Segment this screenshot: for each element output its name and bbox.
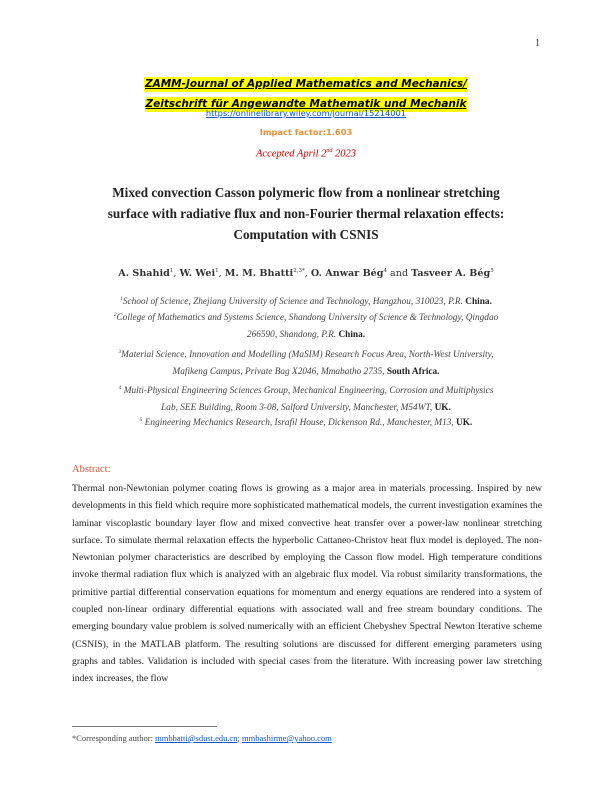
affiliation-5: $^5$ Engineering Mechanics Research, Israfil House, Dickenson Rd., Manchester, M13, UK. <box>139 417 473 429</box>
author: A. Shahid$^1$, <box>118 268 180 280</box>
affiliation-4: $^4$ Multi-Physical Engineering Sciences Group, Mechanical Engineering, Corrosion and Multiphysics Lab, SEE Building, Room 3-08, Salford University, Manchester, M54WT, UK. <box>118 385 494 413</box>
title-line-3: Computation with CSNIS <box>233 227 379 242</box>
paper-title <box>70 182 542 245</box>
affiliation-3: $^3$Material Science, Innovation and Modelling (MaSIM) Research Focus Area, North-West University, Mafikeng Campus, Private Bag X2046, Mmabatho 2735, South Africa. <box>118 349 494 377</box>
email-link-1[interactable]: mmbhatti@sdust.edu.cn <box>155 733 238 743</box>
accepted-sup: nd <box>326 148 333 154</box>
journal-name-line-1: ZAMM-Journal of Applied Mathematics and Mechanics/ <box>144 78 468 90</box>
page-number: 1 <box>535 38 540 49</box>
title-line-1: Mixed convection Casson polymeric flow from a nonlinear stretching <box>112 185 500 200</box>
affiliation-1: $^1$School of Science, Zhejiang University of Science and Technology, Hangzhou, 310023, P.R. China. <box>120 296 492 308</box>
abstract-text: Thermal non-Newtonian polymer coating flows is growing as a major area in materials processing. Inspired by new developments in this field which require more sophisticated mathematical models, the current investigation examines the laminar viscoplastic boundary layer flow and mixed convective heat transfer over a power-law nonlinear stretching surface. To simulate thermal relaxation effects the hyperbolic Cattaneo-Christov heat flux model is deployed. The non-Newtonian polymer characteristics are described by employing the Casson flow model. High temperature conditions invoke thermal radiation flux which is analyzed with an algebraic flux model. Via robust similarity transformations, the primitive partial differential conservation equations for momentum and energy equations are rendered into a system of coupled non-linear ordinary differential equations with associated wall and free stream boundary conditions. The emerging boundary value problem is solved numerically with an efficient Chebyshev Spectral Newton Iterative scheme (CSNIS), in the MATLAB platform. The resulting solutions are discussed for different emerging parameters using graphs and tables. Validation is included with special cases from the literature. With increasing power law stretching index increases, the flow <box>72 483 542 685</box>
author: M. M. Bhatti$^{2,3*}$, <box>224 268 311 280</box>
impact-factor: Impact factor:1.603 <box>259 127 353 137</box>
accepted-prefix: Accepted April 2 <box>256 148 327 160</box>
journal-header <box>0 72 612 112</box>
author-list <box>0 268 612 279</box>
author: W. Wei$^1$, <box>179 268 225 280</box>
affiliation-2: $^2$College of Mathematics and Systems Science, Shandong University of Science & Technology, Qingdao 266590, Shandong, P.R. China. <box>113 312 499 340</box>
author: Tasveer A. Bég$^5$ <box>411 268 494 280</box>
accepted-year: 2023 <box>332 148 356 160</box>
corresponding-author-footnote: *Corresponding author: mmbhatti@sdust.edu.cn; mmbashirme@yahoo.com <box>72 733 332 743</box>
author: O. Anwar Bég$^4$ and <box>310 268 412 280</box>
abstract-heading: Abstract: <box>72 464 111 475</box>
accepted-date <box>0 148 612 160</box>
journal-name-line-2: Zeitschrift für Angewandte Mathematik und Mechanik <box>145 98 467 110</box>
title-line-2: surface with radiative flux and non-Fourier thermal relaxation effects: <box>107 206 505 221</box>
footnote-divider <box>72 726 217 727</box>
email-link-2[interactable]: mmbashirme@yahoo.com <box>242 733 332 743</box>
journal-url-link[interactable]: https://onlinelibrary.wiley.com/journal/15214001 <box>205 108 407 118</box>
